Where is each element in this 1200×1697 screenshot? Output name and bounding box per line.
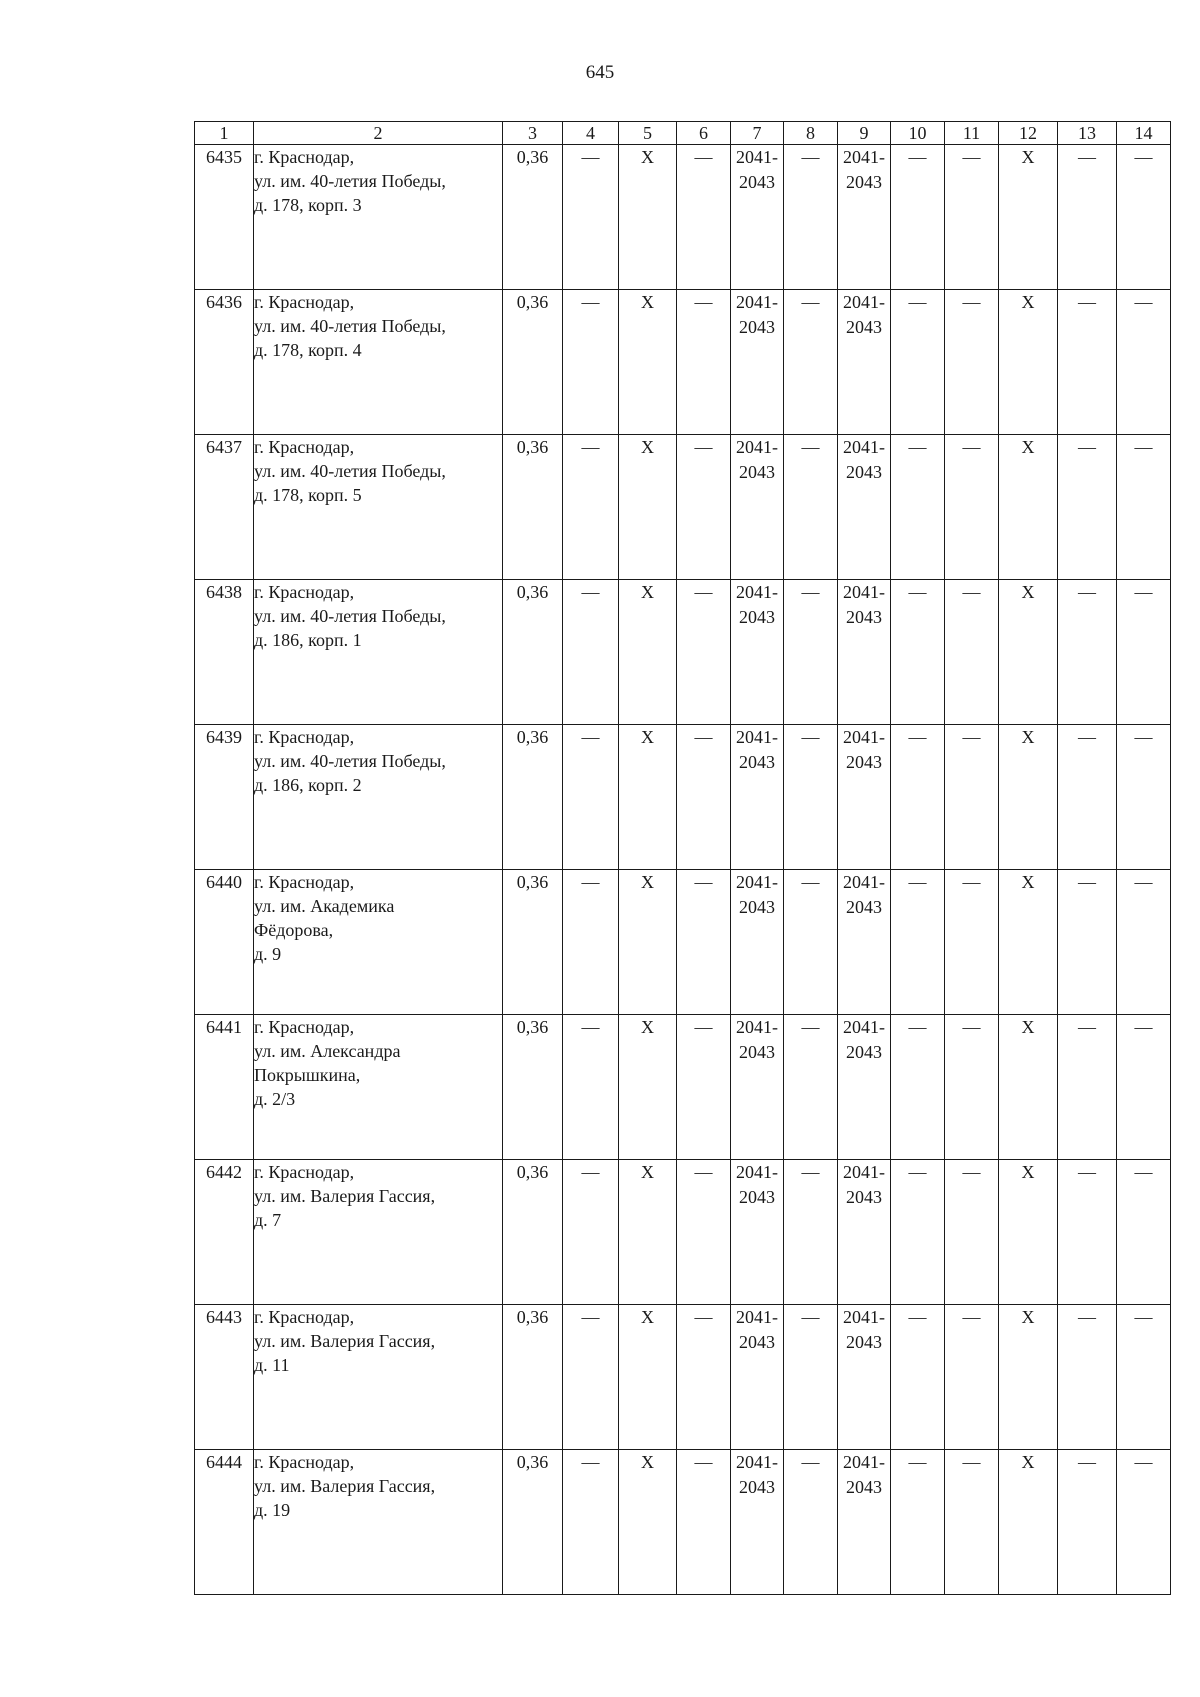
year-line: 2041- bbox=[736, 872, 778, 892]
row-number-cell: 6439 bbox=[195, 725, 254, 870]
dash-cell: — bbox=[1117, 725, 1171, 870]
year-line: 2041- bbox=[843, 292, 885, 312]
table-header bbox=[195, 122, 1171, 145]
mark-cell: X bbox=[999, 580, 1058, 725]
dash-cell: — bbox=[1117, 580, 1171, 725]
column-header-8: 8 bbox=[784, 122, 838, 145]
dash-cell: — bbox=[677, 1450, 731, 1595]
table-row bbox=[195, 435, 1171, 580]
dash-cell: — bbox=[1058, 290, 1117, 435]
address-line: г. Краснодар, bbox=[254, 582, 355, 602]
dash-cell: — bbox=[891, 725, 945, 870]
header-row bbox=[195, 122, 1171, 145]
value-cell: 0,36 bbox=[503, 725, 563, 870]
year-line: 2043 bbox=[739, 1477, 775, 1497]
dash-cell: — bbox=[677, 290, 731, 435]
dash-cell: — bbox=[563, 290, 619, 435]
year-line: 2041- bbox=[843, 727, 885, 747]
dash-cell: — bbox=[563, 1305, 619, 1450]
column-header-14: 14 bbox=[1117, 122, 1171, 145]
year-range-cell bbox=[731, 870, 784, 1015]
year-line: 2041- bbox=[736, 582, 778, 602]
address-cell bbox=[254, 725, 503, 870]
row-number-cell: 6443 bbox=[195, 1305, 254, 1450]
dash-cell: — bbox=[1117, 1015, 1171, 1160]
dash-cell: — bbox=[945, 580, 999, 725]
row-number-cell: 6444 bbox=[195, 1450, 254, 1595]
year-range-cell bbox=[838, 1160, 891, 1305]
address-cell bbox=[254, 580, 503, 725]
dash-cell: — bbox=[784, 145, 838, 290]
address-line: д. 186, корп. 2 bbox=[254, 775, 362, 795]
table-row bbox=[195, 290, 1171, 435]
year-line: 2043 bbox=[846, 462, 882, 482]
dash-cell: — bbox=[563, 1450, 619, 1595]
mark-cell: X bbox=[619, 1305, 677, 1450]
table-row bbox=[195, 1160, 1171, 1305]
dash-cell: — bbox=[677, 145, 731, 290]
dash-cell: — bbox=[563, 1015, 619, 1160]
dash-cell: — bbox=[1058, 580, 1117, 725]
value-cell: 0,36 bbox=[503, 580, 563, 725]
year-line: 2041- bbox=[843, 437, 885, 457]
mark-cell: X bbox=[619, 725, 677, 870]
year-range-cell bbox=[838, 725, 891, 870]
value-cell: 0,36 bbox=[503, 1015, 563, 1160]
year-range-cell bbox=[838, 435, 891, 580]
row-number-cell: 6438 bbox=[195, 580, 254, 725]
address-cell bbox=[254, 145, 503, 290]
year-range-cell bbox=[731, 145, 784, 290]
column-header-9: 9 bbox=[838, 122, 891, 145]
column-header-6: 6 bbox=[677, 122, 731, 145]
address-cell bbox=[254, 435, 503, 580]
year-range-cell bbox=[731, 1160, 784, 1305]
year-line: 2041- bbox=[843, 1017, 885, 1037]
dash-cell: — bbox=[784, 1305, 838, 1450]
year-range-cell bbox=[731, 1450, 784, 1595]
dash-cell: — bbox=[945, 870, 999, 1015]
dash-cell: — bbox=[784, 290, 838, 435]
address-line: ул. им. Валерия Гассия, bbox=[254, 1476, 436, 1496]
row-number-cell: 6441 bbox=[195, 1015, 254, 1160]
address-line: ул. им. 40-летия Победы, bbox=[254, 751, 446, 771]
address-line: д. 7 bbox=[254, 1210, 282, 1230]
address-line: д. 186, корп. 1 bbox=[254, 630, 362, 650]
dash-cell: — bbox=[563, 580, 619, 725]
mark-cell: X bbox=[999, 1305, 1058, 1450]
address-line: г. Краснодар, bbox=[254, 1017, 355, 1037]
year-line: 2041- bbox=[736, 147, 778, 167]
year-line: 2043 bbox=[739, 1187, 775, 1207]
table-row bbox=[195, 580, 1171, 725]
column-header-13: 13 bbox=[1058, 122, 1117, 145]
column-header-1: 1 bbox=[195, 122, 254, 145]
dash-cell: — bbox=[945, 435, 999, 580]
dash-cell: — bbox=[891, 1160, 945, 1305]
address-line: д. 178, корп. 3 bbox=[254, 195, 362, 215]
year-line: 2041- bbox=[736, 292, 778, 312]
column-header-11: 11 bbox=[945, 122, 999, 145]
dash-cell: — bbox=[891, 870, 945, 1015]
dash-cell: — bbox=[784, 1015, 838, 1160]
year-line: 2041- bbox=[843, 1307, 885, 1327]
row-number-cell: 6437 bbox=[195, 435, 254, 580]
address-line: г. Краснодар, bbox=[254, 147, 355, 167]
table-body bbox=[195, 145, 1171, 1595]
dash-cell: — bbox=[563, 145, 619, 290]
dash-cell: — bbox=[677, 580, 731, 725]
dash-cell: — bbox=[1058, 1160, 1117, 1305]
dash-cell: — bbox=[563, 870, 619, 1015]
address-line: г. Краснодар, bbox=[254, 1162, 355, 1182]
address-line: д. 178, корп. 4 bbox=[254, 340, 362, 360]
dash-cell: — bbox=[1117, 435, 1171, 580]
dash-cell: — bbox=[563, 725, 619, 870]
address-line: ул. им. 40-летия Победы, bbox=[254, 171, 446, 191]
address-line: ул. им. 40-летия Победы, bbox=[254, 606, 446, 626]
address-line: д. 19 bbox=[254, 1500, 291, 1520]
dash-cell: — bbox=[1058, 435, 1117, 580]
mark-cell: X bbox=[999, 1160, 1058, 1305]
mark-cell: X bbox=[619, 1450, 677, 1595]
address-cell bbox=[254, 870, 503, 1015]
year-line: 2043 bbox=[846, 897, 882, 917]
address-line: ул. им. 40-летия Победы, bbox=[254, 316, 446, 336]
year-line: 2041- bbox=[736, 437, 778, 457]
year-line: 2043 bbox=[739, 172, 775, 192]
year-line: 2041- bbox=[843, 1452, 885, 1472]
dash-cell: — bbox=[677, 1160, 731, 1305]
year-range-cell bbox=[838, 1450, 891, 1595]
dash-cell: — bbox=[563, 435, 619, 580]
year-range-cell bbox=[838, 290, 891, 435]
address-line: д. 9 bbox=[254, 944, 282, 964]
year-line: 2041- bbox=[736, 1017, 778, 1037]
year-line: 2043 bbox=[846, 752, 882, 772]
year-range-cell bbox=[731, 290, 784, 435]
address-line: г. Краснодар, bbox=[254, 1307, 355, 1327]
year-range-cell bbox=[731, 435, 784, 580]
dash-cell: — bbox=[1117, 1160, 1171, 1305]
dash-cell: — bbox=[891, 290, 945, 435]
year-line: 2041- bbox=[736, 1452, 778, 1472]
mark-cell: X bbox=[999, 725, 1058, 870]
mark-cell: X bbox=[619, 1160, 677, 1305]
year-line: 2043 bbox=[846, 1332, 882, 1352]
mark-cell: X bbox=[999, 1450, 1058, 1595]
row-number-cell: 6442 bbox=[195, 1160, 254, 1305]
year-line: 2043 bbox=[846, 317, 882, 337]
mark-cell: X bbox=[999, 290, 1058, 435]
mark-cell: X bbox=[619, 290, 677, 435]
mark-cell: X bbox=[619, 1015, 677, 1160]
dash-cell: — bbox=[1058, 145, 1117, 290]
address-cell bbox=[254, 1160, 503, 1305]
column-header-4: 4 bbox=[563, 122, 619, 145]
dash-cell: — bbox=[784, 1450, 838, 1595]
column-header-3: 3 bbox=[503, 122, 563, 145]
address-line: Фёдорова, bbox=[254, 920, 334, 940]
year-line: 2041- bbox=[736, 1307, 778, 1327]
dash-cell: — bbox=[677, 1015, 731, 1160]
mark-cell: X bbox=[619, 435, 677, 580]
dash-cell: — bbox=[1117, 290, 1171, 435]
year-line: 2043 bbox=[739, 317, 775, 337]
year-line: 2041- bbox=[736, 727, 778, 747]
address-line: д. 2/3 bbox=[254, 1089, 296, 1109]
address-line: ул. им. Валерия Гассия, bbox=[254, 1331, 436, 1351]
mark-cell: X bbox=[999, 1015, 1058, 1160]
address-line: ул. им. Александра bbox=[254, 1041, 401, 1061]
address-line: д. 11 bbox=[254, 1355, 290, 1375]
dash-cell: — bbox=[945, 725, 999, 870]
row-number-cell: 6436 bbox=[195, 290, 254, 435]
mark-cell: X bbox=[999, 435, 1058, 580]
address-cell bbox=[254, 1015, 503, 1160]
page-number: 645 bbox=[585, 62, 615, 83]
address-line: ул. им. Валерия Гассия, bbox=[254, 1186, 436, 1206]
dash-cell: — bbox=[945, 1305, 999, 1450]
year-line: 2043 bbox=[846, 607, 882, 627]
address-cell bbox=[254, 290, 503, 435]
dash-cell: — bbox=[1058, 1305, 1117, 1450]
year-range-cell bbox=[838, 1305, 891, 1450]
dash-cell: — bbox=[1058, 870, 1117, 1015]
table-row bbox=[195, 1015, 1171, 1160]
address-line: ул. им. Академика bbox=[254, 896, 395, 916]
dash-cell: — bbox=[945, 1160, 999, 1305]
year-line: 2041- bbox=[736, 1162, 778, 1182]
year-line: 2043 bbox=[739, 607, 775, 627]
dash-cell: — bbox=[784, 725, 838, 870]
column-header-10: 10 bbox=[891, 122, 945, 145]
table-row bbox=[195, 725, 1171, 870]
year-range-cell bbox=[731, 1015, 784, 1160]
value-cell: 0,36 bbox=[503, 290, 563, 435]
dash-cell: — bbox=[1058, 725, 1117, 870]
column-header-5: 5 bbox=[619, 122, 677, 145]
dash-cell: — bbox=[677, 725, 731, 870]
dash-cell: — bbox=[1058, 1450, 1117, 1595]
year-range-cell bbox=[731, 580, 784, 725]
year-line: 2043 bbox=[739, 897, 775, 917]
year-range-cell bbox=[838, 1015, 891, 1160]
address-line: г. Краснодар, bbox=[254, 1452, 355, 1472]
dash-cell: — bbox=[945, 1015, 999, 1160]
year-range-cell bbox=[731, 725, 784, 870]
dash-cell: — bbox=[891, 1450, 945, 1595]
value-cell: 0,36 bbox=[503, 435, 563, 580]
year-line: 2043 bbox=[846, 1042, 882, 1062]
year-line: 2041- bbox=[843, 582, 885, 602]
address-line: д. 178, корп. 5 bbox=[254, 485, 362, 505]
column-header-12: 12 bbox=[999, 122, 1058, 145]
address-line: Покрышкина, bbox=[254, 1065, 361, 1085]
value-cell: 0,36 bbox=[503, 145, 563, 290]
mark-cell: X bbox=[619, 580, 677, 725]
dash-cell: — bbox=[1117, 1450, 1171, 1595]
address-line: г. Краснодар, bbox=[254, 292, 355, 312]
table-row bbox=[195, 1450, 1171, 1595]
value-cell: 0,36 bbox=[503, 1160, 563, 1305]
dash-cell: — bbox=[784, 435, 838, 580]
value-cell: 0,36 bbox=[503, 1305, 563, 1450]
year-range-cell bbox=[838, 870, 891, 1015]
address-line: ул. им. 40-летия Победы, bbox=[254, 461, 446, 481]
mark-cell: X bbox=[619, 870, 677, 1015]
year-line: 2043 bbox=[739, 752, 775, 772]
year-line: 2041- bbox=[843, 147, 885, 167]
year-line: 2043 bbox=[739, 1332, 775, 1352]
dash-cell: — bbox=[945, 1450, 999, 1595]
address-line: г. Краснодар, bbox=[254, 727, 355, 747]
dash-cell: — bbox=[1117, 870, 1171, 1015]
dash-cell: — bbox=[784, 580, 838, 725]
dash-cell: — bbox=[1058, 1015, 1117, 1160]
register-table bbox=[194, 121, 1171, 1595]
table-row bbox=[195, 1305, 1171, 1450]
year-range-cell bbox=[838, 145, 891, 290]
dash-cell: — bbox=[891, 145, 945, 290]
dash-cell: — bbox=[677, 435, 731, 580]
address-cell bbox=[254, 1305, 503, 1450]
row-number-cell: 6435 bbox=[195, 145, 254, 290]
year-range-cell bbox=[731, 1305, 784, 1450]
value-cell: 0,36 bbox=[503, 1450, 563, 1595]
row-number-cell: 6440 bbox=[195, 870, 254, 1015]
dash-cell: — bbox=[1117, 1305, 1171, 1450]
year-line: 2043 bbox=[846, 1477, 882, 1497]
value-cell: 0,36 bbox=[503, 870, 563, 1015]
dash-cell: — bbox=[784, 1160, 838, 1305]
mark-cell: X bbox=[619, 145, 677, 290]
dash-cell: — bbox=[945, 145, 999, 290]
dash-cell: — bbox=[891, 435, 945, 580]
year-line: 2043 bbox=[739, 462, 775, 482]
dash-cell: — bbox=[891, 1305, 945, 1450]
year-line: 2043 bbox=[846, 1187, 882, 1207]
year-line: 2041- bbox=[843, 1162, 885, 1182]
mark-cell: X bbox=[999, 145, 1058, 290]
dash-cell: — bbox=[891, 580, 945, 725]
dash-cell: — bbox=[677, 1305, 731, 1450]
address-line: г. Краснодар, bbox=[254, 872, 355, 892]
year-line: 2041- bbox=[843, 872, 885, 892]
address-line: г. Краснодар, bbox=[254, 437, 355, 457]
year-line: 2043 bbox=[846, 172, 882, 192]
year-range-cell bbox=[838, 580, 891, 725]
year-line: 2043 bbox=[739, 1042, 775, 1062]
dash-cell: — bbox=[945, 290, 999, 435]
column-header-7: 7 bbox=[731, 122, 784, 145]
dash-cell: — bbox=[563, 1160, 619, 1305]
table-row bbox=[195, 870, 1171, 1015]
mark-cell: X bbox=[999, 870, 1058, 1015]
address-cell bbox=[254, 1450, 503, 1595]
column-header-2: 2 bbox=[254, 122, 503, 145]
dash-cell: — bbox=[1117, 145, 1171, 290]
dash-cell: — bbox=[891, 1015, 945, 1160]
dash-cell: — bbox=[784, 870, 838, 1015]
table-row bbox=[195, 145, 1171, 290]
dash-cell: — bbox=[677, 870, 731, 1015]
